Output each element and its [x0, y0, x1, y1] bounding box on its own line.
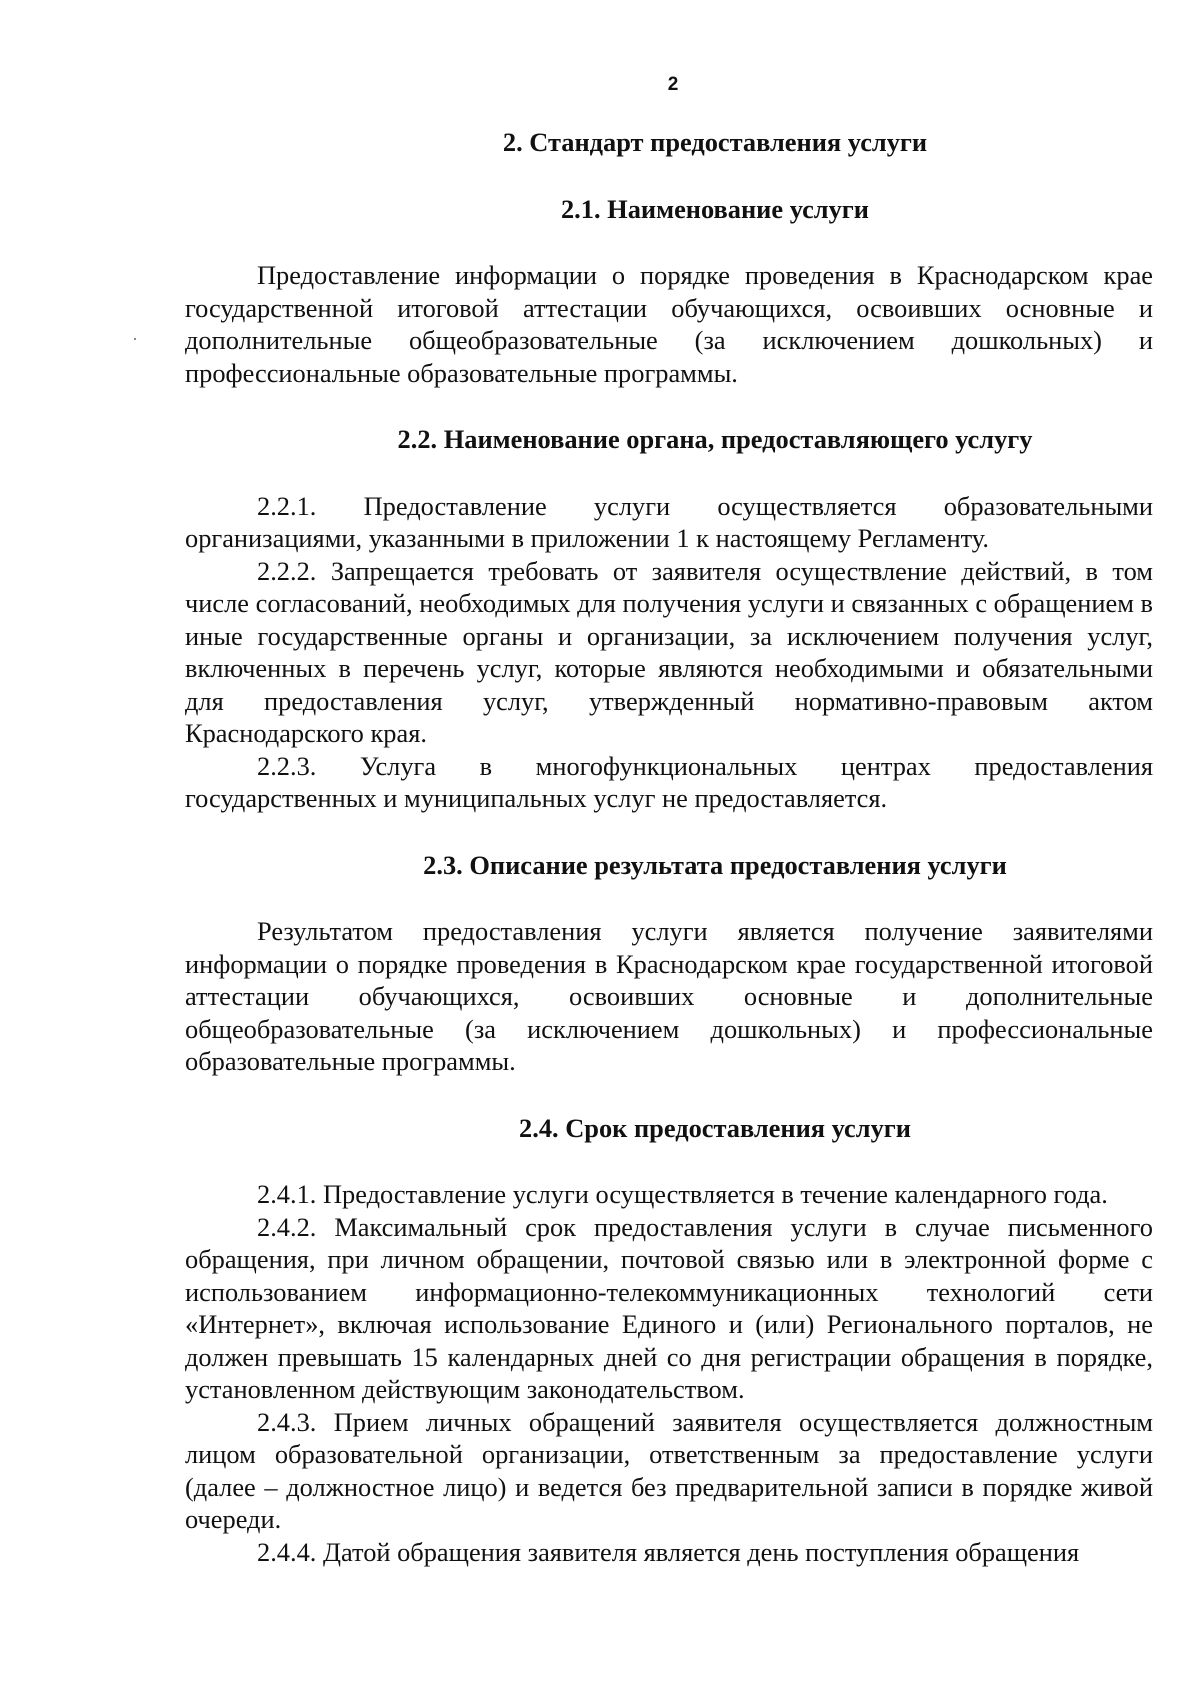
- document-body: [185, 126, 1153, 1568]
- paragraph: 2.2.1. Предоставление услуги осуществляется образовательными организациями, указанными в приложении 1 к настоящему Регламенту.: [185, 490, 1153, 553]
- paragraph: 2.2.3. Услуга в многофункциональных центрах предоставления государственных и муниципальных услуг не предоставляется.: [185, 750, 1153, 813]
- paragraph: 2.4.1. Предоставление услуги осуществляется в течение календарного года.: [257, 1179, 1108, 1209]
- section-2-3: [185, 849, 1153, 1078]
- paragraph: 2.4.4. Датой обращения заявителя является день поступления обращения: [257, 1536, 1080, 1567]
- section-2-1: [185, 193, 1153, 390]
- section-heading: 2.2. Наименование органа, предоставляющего услугу: [397, 424, 1033, 454]
- paragraph: Результатом предоставления услуги является получение заявителями информации о порядке проведения в Краснодарском крае государственной итоговой аттестации обучающихся, освоивших основные и дополнительные общеобразовательные (за исключением дошкольных) и профессиональные образовательные программы.: [185, 916, 1153, 1076]
- paragraph: 2.4.2. Максимальный срок предоставления услуги в случае письменного обращения, при личном обращении, почтовой связью или в электронной форме с использованием информационно-телекоммуникационных технологий сети «Интернет», включая использование Единого и (или) Регионального порталов, не должен превышать 15 календарных дней со дня регистрации обращения в порядке, установленном действующим законодательством.: [185, 1211, 1153, 1404]
- document-title: 2. Стандарт предоставления услуги: [502, 127, 928, 157]
- section-2-4: [185, 1112, 1153, 1569]
- section-2-2: [185, 423, 1153, 815]
- section-heading: 2.4. Срок предоставления услуги: [519, 1112, 911, 1143]
- section-heading: 2.1. Наименование услуги: [560, 193, 869, 224]
- paragraph: 2.2.2. Запрещается требовать от заявителя осуществление действий, в том числе согласований, необходимых для получения услуги и связанных с обращением в иные государственные органы и организации, за исключением получения услуг, включенных в перечень услуг, которые являются необходимыми и обязательными для предоставления услуг, утвержденный нормативно-правовым актом Краснодарского края.: [185, 555, 1153, 748]
- scan-speck: [134, 338, 136, 340]
- paragraph: Предоставление информации о порядке проведения в Краснодарском крае государственной итоговой аттестации обучающихся, освоивших основные и дополнительные общеобразовательные (за исключением дошкольных) и профессиональные образовательные программы.: [185, 260, 1153, 388]
- page-number: 2: [667, 74, 679, 95]
- paragraph: 2.4.3. Прием личных обращений заявителя осуществляется должностным лицом образовательной организации, ответственным за предоставление услуги (далее – должностное лицо) и ведется без предварительной записи в порядке живой очереди.: [185, 1406, 1153, 1534]
- section-heading: 2.3. Описание результата предоставления услуги: [423, 849, 1007, 880]
